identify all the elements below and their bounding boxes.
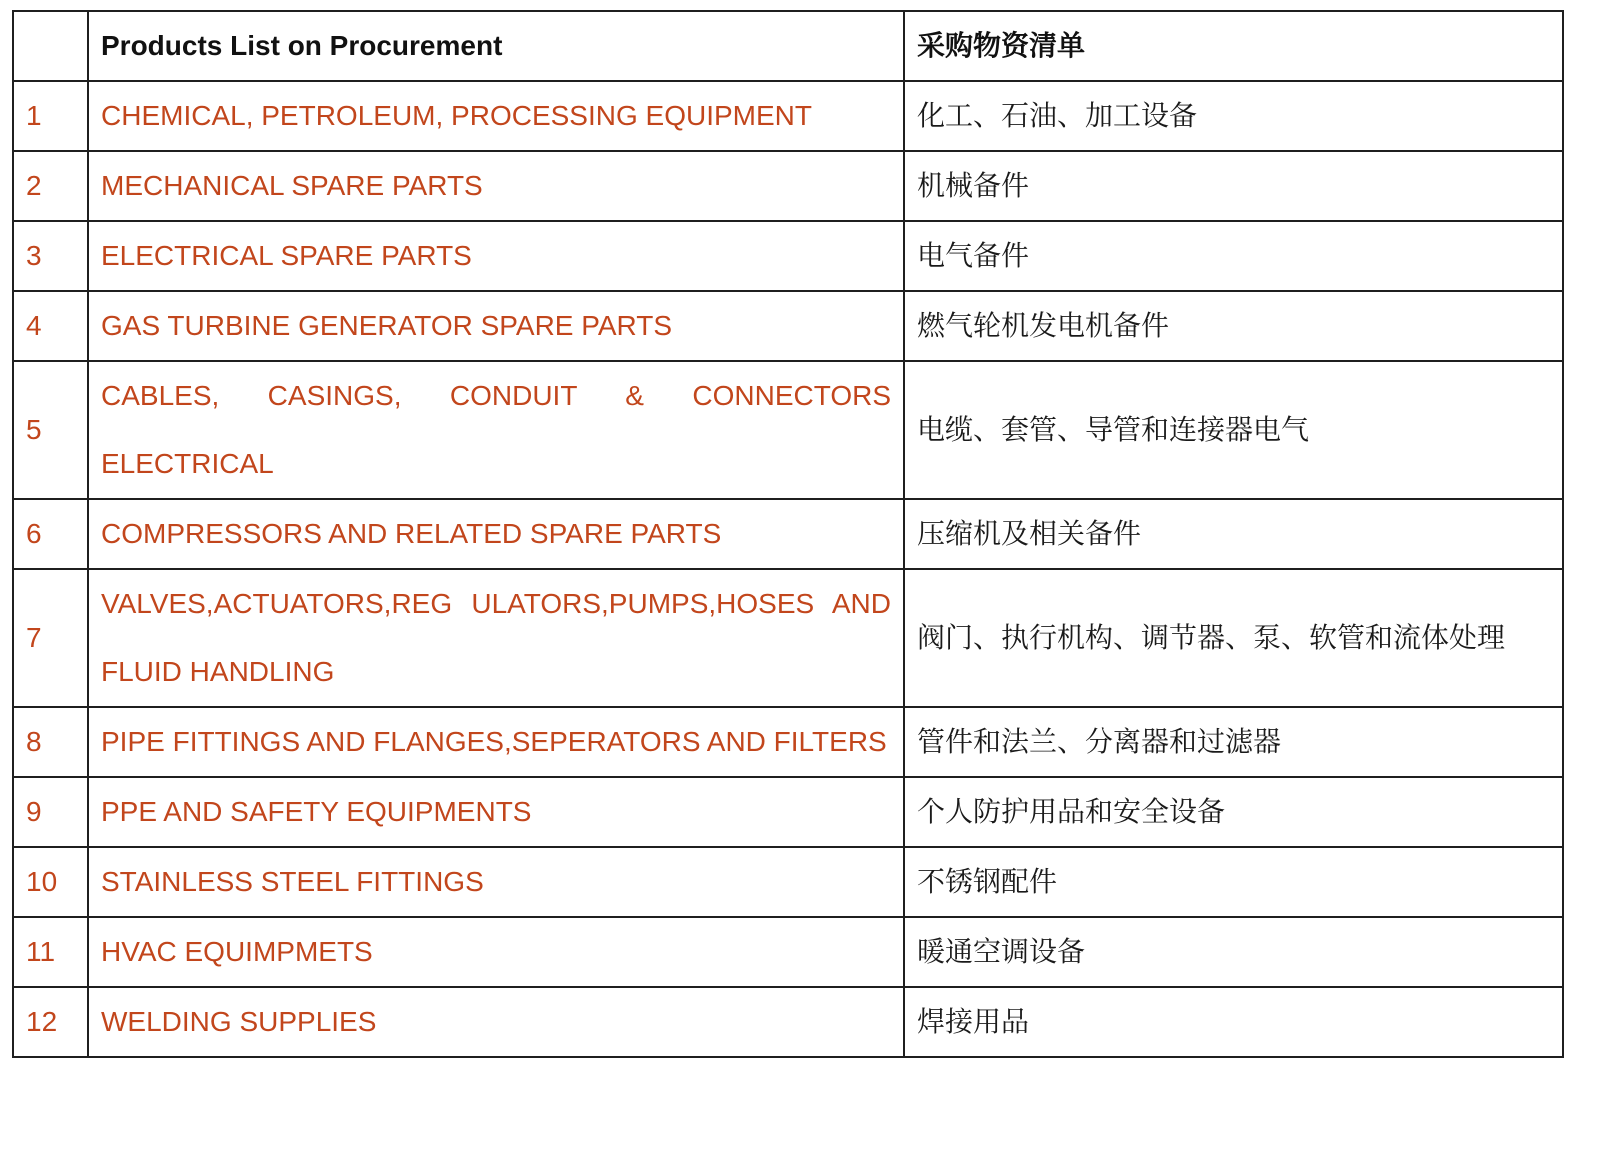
header-num-cell <box>13 11 88 81</box>
table-row <box>13 917 1563 987</box>
row-chinese-item: 暖通空调设备 <box>904 917 1563 987</box>
row-english-item: PIPE FITTINGS AND FLANGES,SEPERATORS AND FILTERS <box>88 707 904 777</box>
row-english-item: CABLES, CASINGS, CONDUIT & CONNECTORS ELECTRICAL <box>88 361 904 499</box>
row-number: 4 <box>13 291 88 361</box>
table-header-row <box>13 11 1563 81</box>
row-number: 8 <box>13 707 88 777</box>
row-english-item: CHEMICAL, PETROLEUM, PROCESSING EQUIPMENT <box>88 81 904 151</box>
row-english-item: COMPRESSORS AND RELATED SPARE PARTS <box>88 499 904 569</box>
row-chinese-item: 阀门、执行机构、调节器、泵、软管和流体处理 <box>904 569 1563 707</box>
row-number: 1 <box>13 81 88 151</box>
row-number: 10 <box>13 847 88 917</box>
row-number: 9 <box>13 777 88 847</box>
row-english-item: MECHANICAL SPARE PARTS <box>88 151 904 221</box>
row-number: 3 <box>13 221 88 291</box>
row-number: 6 <box>13 499 88 569</box>
row-number: 2 <box>13 151 88 221</box>
row-number: 11 <box>13 917 88 987</box>
row-chinese-item: 管件和法兰、分离器和过滤器 <box>904 707 1563 777</box>
row-english-item: GAS TURBINE GENERATOR SPARE PARTS <box>88 291 904 361</box>
row-chinese-item: 燃气轮机发电机备件 <box>904 291 1563 361</box>
row-chinese-item: 机械备件 <box>904 151 1563 221</box>
row-english-item: VALVES,ACTUATORS,REG ULATORS,PUMPS,HOSES AND FLUID HANDLING <box>88 569 904 707</box>
row-english-item: HVAC EQUIMPMETS <box>88 917 904 987</box>
table-row <box>13 361 1563 499</box>
table-row <box>13 707 1563 777</box>
row-english-item: PPE AND SAFETY EQUIPMENTS <box>88 777 904 847</box>
table-row <box>13 777 1563 847</box>
row-chinese-item: 个人防护用品和安全设备 <box>904 777 1563 847</box>
table-row <box>13 499 1563 569</box>
row-chinese-item: 压缩机及相关备件 <box>904 499 1563 569</box>
table-row <box>13 221 1563 291</box>
row-chinese-item: 焊接用品 <box>904 987 1563 1057</box>
row-number: 5 <box>13 361 88 499</box>
header-chinese-title: 采购物资清单 <box>904 11 1563 81</box>
row-number: 12 <box>13 987 88 1057</box>
table-row <box>13 847 1563 917</box>
row-chinese-item: 电缆、套管、导管和连接器电气 <box>904 361 1563 499</box>
table-row <box>13 569 1563 707</box>
row-chinese-item: 不锈钢配件 <box>904 847 1563 917</box>
row-english-item: ELECTRICAL SPARE PARTS <box>88 221 904 291</box>
row-chinese-item: 电气备件 <box>904 221 1563 291</box>
table-row <box>13 151 1563 221</box>
procurement-table <box>12 10 1564 1058</box>
table-row <box>13 291 1563 361</box>
row-english-item: STAINLESS STEEL FITTINGS <box>88 847 904 917</box>
header-english-title: Products List on Procurement <box>88 11 904 81</box>
row-english-item: WELDING SUPPLIES <box>88 987 904 1057</box>
row-number: 7 <box>13 569 88 707</box>
table-row <box>13 987 1563 1057</box>
row-chinese-item: 化工、石油、加工设备 <box>904 81 1563 151</box>
table-row <box>13 81 1563 151</box>
